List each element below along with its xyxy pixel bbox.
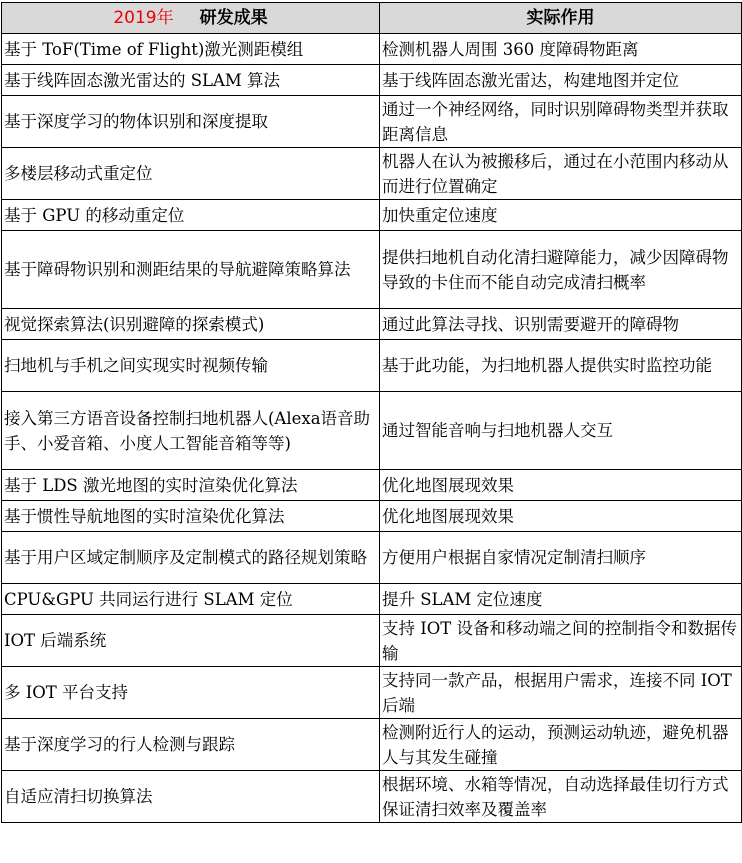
header-achievement-label: 研发成果	[199, 7, 268, 28]
effect-cell: 机器人在认为被搬移后，通过在小范围内移动从而进行位置确定	[380, 148, 742, 200]
effect-cell: 优化地图展现效果	[380, 501, 742, 532]
achievement-cell: 扫地机与手机之间实现实时视频传输	[2, 340, 380, 392]
effect-cell: 支持同一款产品，根据用户需求，连接不同 IOT 后端	[380, 667, 742, 719]
effect-cell: 提供扫地机自动化清扫避障能力，减少因障碍物导致的卡住而不能自动完成清扫概率	[380, 231, 742, 309]
achievement-cell: 基于障碍物识别和测距结果的导航避障策略算法	[2, 231, 380, 309]
effect-cell: 提升 SLAM 定位速度	[380, 584, 742, 615]
header-achievement	[2, 3, 380, 34]
table-row	[2, 34, 742, 65]
achievement-cell: 基于深度学习的行人检测与跟踪	[2, 719, 380, 771]
effect-cell: 通过一个神经网络，同时识别障碍物类型并获取距离信息	[380, 96, 742, 148]
table-row	[2, 771, 742, 823]
table-row	[2, 340, 742, 392]
effect-cell: 方便用户根据自家情况定制清扫顺序	[380, 532, 742, 584]
table-row	[2, 667, 742, 719]
achievement-cell: 多楼层移动式重定位	[2, 148, 380, 200]
achievement-cell: 视觉探索算法(识别避障的探索模式)	[2, 309, 380, 340]
effect-cell: 通过此算法寻找、识别需要避开的障碍物	[380, 309, 742, 340]
table-row	[2, 200, 742, 231]
effect-cell: 加快重定位速度	[380, 200, 742, 231]
achievement-cell: 基于深度学习的物体识别和深度提取	[2, 96, 380, 148]
table-row	[2, 584, 742, 615]
header-effect: 实际作用	[380, 3, 742, 34]
effect-cell: 基于此功能，为扫地机器人提供实时监控功能	[380, 340, 742, 392]
achievement-cell: 基于 GPU 的移动重定位	[2, 200, 380, 231]
achievement-cell: 接入第三方语音设备控制扫地机器人(Alexa语音助手、小爱音箱、小度人工智能音箱等等)	[2, 392, 380, 470]
effect-cell: 检测附近行人的运动，预测运动轨迹，避免机器人与其发生碰撞	[380, 719, 742, 771]
achievement-cell: IOT 后端系统	[2, 615, 380, 667]
table-row	[2, 96, 742, 148]
effect-cell: 优化地图展现效果	[380, 470, 742, 501]
effect-cell: 基于线阵固态激光雷达，构建地图并定位	[380, 65, 742, 96]
achievement-cell: CPU&GPU 共同运行进行 SLAM 定位	[2, 584, 380, 615]
achievement-cell: 基于 ToF(Time of Flight)激光测距模组	[2, 34, 380, 65]
rd-achievements-table	[1, 2, 742, 823]
effect-cell: 支持 IOT 设备和移动端之间的控制指令和数据传输	[380, 615, 742, 667]
table-header-row	[2, 3, 742, 34]
table-row	[2, 231, 742, 309]
achievement-cell: 基于用户区域定制顺序及定制模式的路径规划策略	[2, 532, 380, 584]
table-row	[2, 501, 742, 532]
achievement-cell: 基于 LDS 激光地图的实时渲染优化算法	[2, 470, 380, 501]
table-row	[2, 309, 742, 340]
table-row	[2, 719, 742, 771]
effect-cell: 通过智能音响与扫地机器人交互	[380, 392, 742, 470]
table-row	[2, 148, 742, 200]
achievement-cell: 多 IOT 平台支持	[2, 667, 380, 719]
achievement-cell: 基于惯性导航地图的实时渲染优化算法	[2, 501, 380, 532]
effect-cell: 检测机器人周围 360 度障碍物距离	[380, 34, 742, 65]
table-row	[2, 392, 742, 470]
table-row	[2, 65, 742, 96]
table-row	[2, 532, 742, 584]
effect-cell: 根据环境、水箱等情况，自动选择最佳切行方式保证清扫效率及覆盖率	[380, 771, 742, 823]
table-row	[2, 615, 742, 667]
achievement-cell: 自适应清扫切换算法	[2, 771, 380, 823]
table-row	[2, 470, 742, 501]
achievement-cell: 基于线阵固态激光雷达的 SLAM 算法	[2, 65, 380, 96]
header-year: 2019年	[113, 7, 174, 28]
